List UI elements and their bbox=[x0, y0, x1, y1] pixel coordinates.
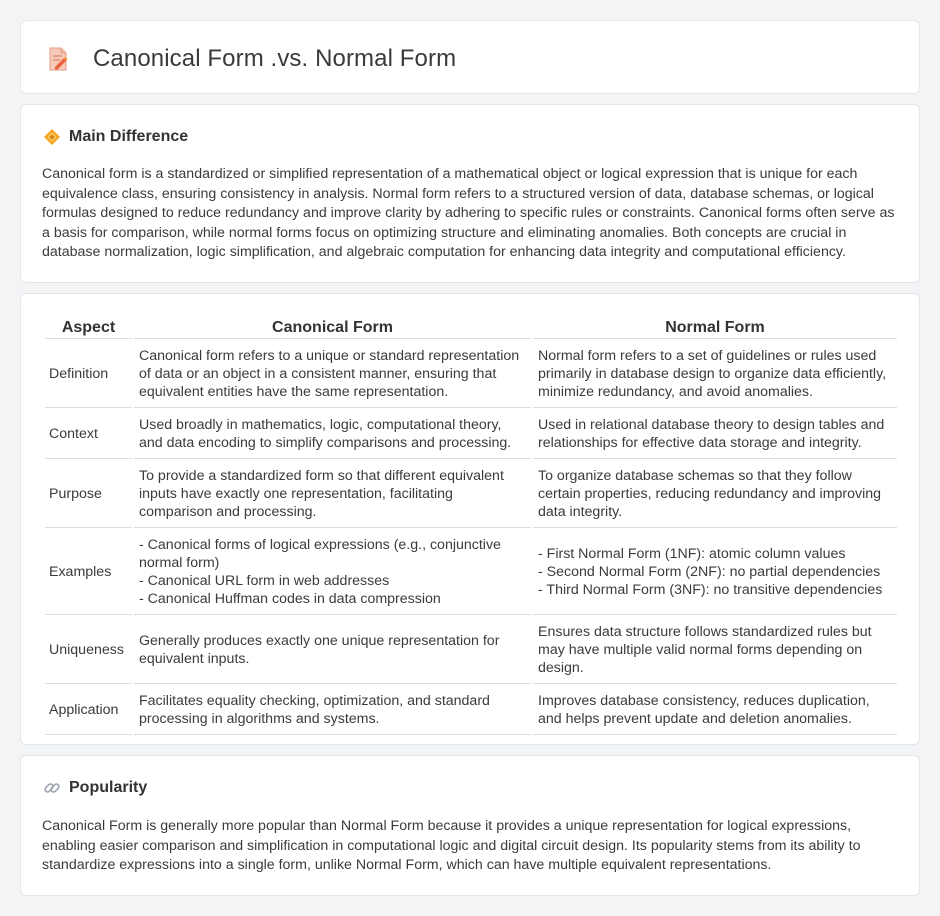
cell-canonical bbox=[134, 684, 531, 735]
cell-normal bbox=[533, 528, 897, 615]
cell-canonical bbox=[134, 339, 531, 408]
cell-canonical-line: To provide a standardized form so that different equivalent inputs have exactly one representation, facilitating comparison and processing. bbox=[139, 468, 504, 520]
main-difference-card bbox=[20, 104, 920, 283]
cell-normal-line: To organize database schemas so that they follow certain properties, reducing redundancy and improving data integrity. bbox=[538, 468, 882, 520]
cell-canonical-line: - Canonical forms of logical expressions (e.g., conjunctive normal form) bbox=[139, 537, 501, 571]
table-header-row bbox=[45, 318, 897, 339]
main-difference-header bbox=[43, 128, 188, 146]
main-difference-text: Canonical form is a standardized or simplified representation of a mathematical object or logical expression that is unique for each equivalence class, ensuring consistency in analysis. Normal form refers to a structured version of data, database schemas, or logical formulas designed to reduce redundancy and improve clarity by adhering to specific rules or constraints. Canonical forms often serve as a basis for comparison, while normal forms focus on optimizing structure and eliminating anomalies. Both concepts are crucial in database normalization, logic simplification, and algebraic computation for enhancing data integrity and computational efficiency. bbox=[42, 166, 895, 261]
main-difference-heading: Main Difference bbox=[69, 128, 189, 145]
cell-normal bbox=[533, 615, 897, 684]
cell-canonical-line: Facilitates equality checking, optimization, and standard processing in algorithms and systems. bbox=[139, 693, 490, 727]
cell-normal bbox=[533, 408, 897, 459]
table-row bbox=[45, 408, 897, 459]
cell-canonical bbox=[134, 615, 531, 684]
comparison-table bbox=[43, 318, 899, 735]
header-card bbox=[20, 20, 920, 94]
document-pencil-icon bbox=[47, 46, 69, 72]
cell-normal bbox=[533, 339, 897, 408]
link-icon bbox=[43, 779, 61, 797]
cell-canonical-line: Generally produces exactly one unique representation for equivalent inputs. bbox=[139, 633, 500, 667]
table-row bbox=[45, 339, 897, 408]
table-row bbox=[45, 684, 897, 735]
header-normal-form: Normal Form bbox=[533, 318, 897, 339]
cell-normal bbox=[533, 684, 897, 735]
cell-normal-line: - Second Normal Form (2NF): no partial dependencies bbox=[538, 564, 881, 580]
cell-canonical-line: - Canonical Huffman codes in data compression bbox=[139, 591, 441, 607]
cell-canonical bbox=[134, 528, 531, 615]
cell-normal-line: - First Normal Form (1NF): atomic column values bbox=[538, 546, 846, 562]
popularity-heading: Popularity bbox=[69, 779, 148, 796]
cell-normal-line: Normal form refers to a set of guidelines or rules used primarily in database design to organize data efficiently, minimize redundancy, and avoid anomalies. bbox=[538, 348, 887, 400]
cell-aspect: Examples bbox=[45, 528, 132, 615]
table-row bbox=[45, 528, 897, 615]
cell-aspect: Purpose bbox=[45, 459, 132, 528]
header-aspect: Aspect bbox=[45, 318, 132, 339]
cell-normal-line: Used in relational database theory to design tables and relationships for effective data storage and integrity. bbox=[538, 417, 885, 451]
page-title: Canonical Form .vs. Normal Form bbox=[93, 45, 457, 72]
cell-aspect: Uniqueness bbox=[45, 615, 132, 684]
header-canonical-form: Canonical Form bbox=[134, 318, 531, 339]
cell-canonical bbox=[134, 408, 531, 459]
cell-canonical bbox=[134, 459, 531, 528]
cell-canonical-line: - Canonical URL form in web addresses bbox=[139, 573, 390, 589]
table-row bbox=[45, 615, 897, 684]
cell-canonical-line: Used broadly in mathematics, logic, computational theory, and data encoding to simplify comparisons and processing. bbox=[139, 417, 512, 451]
popularity-header bbox=[43, 779, 147, 797]
table-row bbox=[45, 459, 897, 528]
cell-aspect: Context bbox=[45, 408, 132, 459]
cell-aspect: Application bbox=[45, 684, 132, 735]
popularity-card bbox=[20, 755, 920, 896]
cell-normal-line: Ensures data structure follows standardized rules but may have multiple valid normal forms depending on design. bbox=[538, 624, 872, 676]
diamond-icon bbox=[43, 128, 61, 146]
comparison-table-card bbox=[20, 293, 920, 745]
cell-normal bbox=[533, 459, 897, 528]
popularity-text: Canonical Form is generally more popular than Normal Form because it provides a unique representation for logical expressions, enabling easier comparison and simplification in computational logic and digital circuit design. Its popularity stems from its ability to standardize expressions into a single form, unlike Normal Form, which can have multiple equivalent representations. bbox=[42, 818, 861, 874]
cell-normal-line: - Third Normal Form (3NF): no transitive dependencies bbox=[538, 582, 883, 598]
cell-aspect: Definition bbox=[45, 339, 132, 408]
cell-normal-line: Improves database consistency, reduces duplication, and helps prevent update and deletion anomalies. bbox=[538, 693, 870, 727]
cell-canonical-line: Canonical form refers to a unique or standard representation of data or an object in a consistent manner, ensuring that equivalent entities have the same representation. bbox=[139, 348, 520, 400]
